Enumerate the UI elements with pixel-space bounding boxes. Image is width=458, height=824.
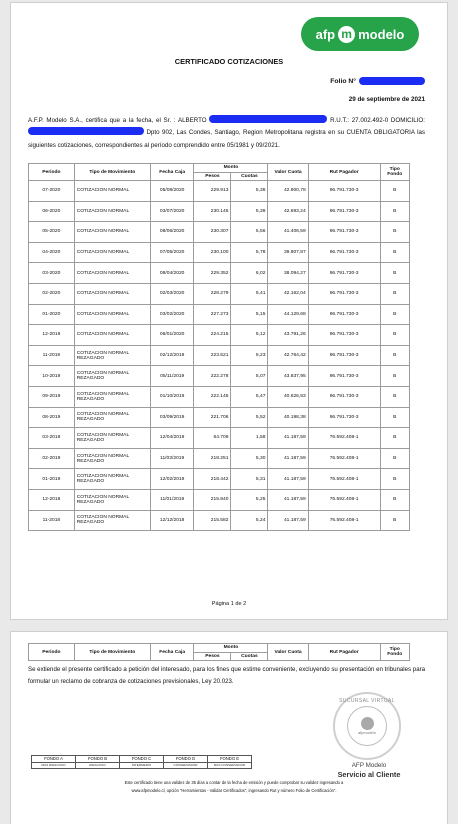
cell-fecha: 08/04/2020 [150,263,194,284]
cell-pesos: 218.251 [194,448,231,469]
header-fecha: Fecha Caja [150,644,194,661]
fund-name: FONDO B [76,756,120,763]
header-rut: Rut Pagador [308,644,380,661]
cell-rut: 96.791.730-3 [308,366,380,387]
seal-arc-text: SUCURSAL VIRTUAL [339,698,395,704]
table-row [29,407,410,428]
cell-valor: 42.900,78 [268,181,308,202]
document-title: CERTIFICADO COTIZACIONES [174,57,284,66]
cell-rut: 96.791.730-3 [308,222,380,243]
table-row [29,428,410,449]
table-row [29,489,410,510]
cell-fondo: B [380,263,409,284]
header-pesos: Pesos [194,652,231,661]
cell-fondo: B [380,366,409,387]
cell-cuotas: 6,02 [231,263,268,284]
cell-valor: 43.791,26 [268,325,308,346]
cell-cuotas: 5,47 [231,386,268,407]
table-row [29,448,410,469]
cell-fondo: B [380,283,409,304]
cell-periodo: 02-2020 [29,283,75,304]
cell-rut: 76.592.408-1 [308,510,380,531]
cell-fondo: B [380,469,409,490]
header-rut: Rut Pagador [308,164,380,181]
cell-rut: 76.592.408-1 [308,448,380,469]
cell-periodo: 07-2020 [29,181,75,202]
certification-text: A.F.P. Modelo S.A., certifica que a la fecha, el Sr. : ALBERTO R.U.T.: 27.002.492-0 DOMICILIO: Dpto 902, Las Condes, Santiago, Region Metropolitana registra en su CUENTA OBLIGATORIA las siguientes cotizaciones, correspondientes al período comprendido entre 05/1981 y 09/2021. [28,117,425,149]
cell-cuotas: 5,39 [231,201,268,222]
cell-fondo: B [380,181,409,202]
cell-periodo: 02-2019 [29,448,75,469]
header-periodo: Periodo [29,644,75,661]
header-valor: Valor Cuota [268,164,308,181]
redaction-name [209,115,327,123]
cell-periodo: 03-2019 [29,428,75,449]
table-row [29,181,410,202]
fund-desc: INTERMEDIO [120,762,164,769]
cell-cuotas: 5,23 [231,345,268,366]
cell-fondo: B [380,428,409,449]
header-fondo: Tipo Fondo [380,644,409,661]
header-cuotas: Cuotas [231,652,268,661]
cell-fondo: B [380,345,409,366]
cell-rut: 96.791.730-3 [308,386,380,407]
validity-note: Este certificado tiene una validez de 35 días a contar de la fecha de emisión y puede comprobar su validez ingresando a www.afpmodelo.cl, opción "Herramientas - Validar Certificados", ingresando Rut y número Folio de Certificación". [124,780,344,793]
cell-fondo: B [380,510,409,531]
cell-pesos: 228.279 [194,283,231,304]
cell-fondo: B [380,448,409,469]
cell-cuotas: 5,12 [231,325,268,346]
cell-tipo: COTIZACION NORMAL REZAGADO [74,469,150,490]
cell-pesos: 223.521 [194,345,231,366]
cell-periodo: 01-2020 [29,304,75,325]
cell-cuotas: 5,24 [231,510,268,531]
cell-periodo: 06-2020 [29,201,75,222]
cell-valor: 42.764,42 [268,345,308,366]
fund-desc: CONSERVADOR [164,762,208,769]
fund-legend-table [31,755,252,769]
cell-fecha: 06/01/2020 [150,325,194,346]
page-number: Página 1 de 2 [211,601,247,607]
table-row [29,242,410,263]
cell-valor: 41.187,59 [268,448,308,469]
cell-rut: 96.791.730-3 [308,263,380,284]
table-row [29,325,410,346]
cell-tipo: COTIZACION NORMAL [74,242,150,263]
cell-tipo: COTIZACION NORMAL [74,283,150,304]
header-fondo: Tipo Fondo [380,164,409,181]
folio-number: Folio N° [330,77,425,85]
cell-periodo: 08-2019 [29,407,75,428]
cell-pesos: 230.100 [194,242,231,263]
cell-cuotas: 5,30 [231,448,268,469]
cell-fondo: B [380,325,409,346]
table-row [29,469,410,490]
cell-periodo: 11-2019 [29,345,75,366]
cell-periodo: 09-2019 [29,386,75,407]
cell-fondo: B [380,201,409,222]
fund-name: FONDO E [208,756,252,763]
cell-valor: 41.187,59 [268,469,308,490]
fund-name: FONDO C [120,756,164,763]
cell-rut: 96.791.730-3 [308,181,380,202]
cell-fecha: 02/03/2020 [150,283,194,304]
contributions-table-header-repeat [28,643,410,661]
cell-tipo: COTIZACION NORMAL [74,304,150,325]
cell-rut: 96.791.730-3 [308,201,380,222]
table-row [29,222,410,243]
cell-valor: 44.129,68 [268,304,308,325]
cell-tipo: COTIZACION NORMAL REZAGADO [74,448,150,469]
cell-tipo: COTIZACION NORMAL REZAGADO [74,489,150,510]
fund-name: FONDO A [32,756,76,763]
cell-cuotas: 5,36 [231,181,268,202]
cell-periodo: 05-2020 [29,222,75,243]
header-tipo: Tipo de Movimiento [74,164,150,181]
cell-fondo: B [380,242,409,263]
cell-pesos: 229.913 [194,181,231,202]
cell-periodo: 10-2019 [29,366,75,387]
cell-tipo: COTIZACION NORMAL [74,201,150,222]
cell-valor: 38.094,27 [268,263,308,284]
issue-date: 29 de septiembre de 2021 [348,96,425,103]
cell-pesos: 222.278 [194,366,231,387]
logo-mark-icon: m [338,26,355,43]
cell-fecha: 12/12/2018 [150,510,194,531]
cell-pesos: 221.706 [194,407,231,428]
cell-fecha: 05/11/2019 [150,366,194,387]
cell-tipo: COTIZACION NORMAL [74,181,150,202]
table-row [29,304,410,325]
cell-cuotas: 5,31 [231,469,268,490]
cell-fondo: B [380,222,409,243]
cell-fondo: B [380,489,409,510]
cell-rut: 96.791.730-3 [308,345,380,366]
cell-pesos: 227.273 [194,304,231,325]
cell-fecha: 12/04/2019 [150,428,194,449]
seal-logo-icon [361,717,374,730]
cell-rut: 96.791.730-3 [308,304,380,325]
cell-valor: 42.162,04 [268,283,308,304]
cell-pesos: 229.352 [194,263,231,284]
cell-pesos: 215.582 [194,510,231,531]
cell-pesos: 64.709 [194,428,231,449]
cell-valor: 42.693,24 [268,201,308,222]
cell-rut: 76.592.408-1 [308,428,380,449]
cell-periodo: 11-2018 [29,510,75,531]
cell-tipo: COTIZACION NORMAL [74,263,150,284]
cell-valor: 40.626,93 [268,386,308,407]
table-row [29,345,410,366]
cell-tipo: COTIZACION NORMAL [74,325,150,346]
cell-fecha: 03/02/2020 [150,304,194,325]
cell-periodo: 12-2018 [29,489,75,510]
cell-fecha: 01/10/2019 [150,386,194,407]
cell-rut: 96.791.730-3 [308,283,380,304]
cell-pesos: 230.145 [194,201,231,222]
cell-periodo: 03-2020 [29,263,75,284]
header-fecha: Fecha Caja [150,164,194,181]
page-1 [10,2,448,620]
cell-tipo: COTIZACION NORMAL REZAGADO [74,407,150,428]
cell-pesos: 215.840 [194,489,231,510]
header-tipo: Tipo de Movimiento [74,644,150,661]
cell-fecha: 12/02/2019 [150,469,194,490]
cell-cuotas: 5,56 [231,222,268,243]
cell-fondo: B [380,407,409,428]
cell-periodo: 04-2020 [29,242,75,263]
cell-tipo: COTIZACION NORMAL REZAGADO [74,510,150,531]
redaction-address [28,127,144,135]
fund-desc: RIESGOSO [76,762,120,769]
table-row [29,366,410,387]
cell-valor: 43.837,95 [268,366,308,387]
cell-tipo: COTIZACION NORMAL REZAGADO [74,366,150,387]
cell-rut: 96.791.730-3 [308,325,380,346]
cell-fecha: 03/09/2019 [150,407,194,428]
cell-fecha: 07/05/2020 [150,242,194,263]
cell-rut: 96.791.730-3 [308,242,380,263]
table-row [29,510,410,531]
cell-fecha: 05/08/2020 [150,181,194,202]
cell-cuotas: 1,58 [231,428,268,449]
cell-pesos: 218.442 [194,469,231,490]
cell-pesos: 222.145 [194,386,231,407]
cell-cuotas: 5,07 [231,366,268,387]
header-monto: Monto [194,164,268,173]
cell-cuotas: 5,41 [231,283,268,304]
cell-rut: 76.592.408-1 [308,469,380,490]
closing-statement: Se extiende el presente certificado a petición del interesado, para los fines que estime conveniente, excluyendo su presentación en tribunales para formular un reclamo de cobranza de cotizaciones previsionales, Ley 20.023. [28,666,425,685]
cell-tipo: COTIZACION NORMAL REZAGADO [74,345,150,366]
cell-fondo: B [380,304,409,325]
fund-desc: MAS RIESGOSO [32,762,76,769]
cell-fecha: 11/01/2019 [150,489,194,510]
cell-cuotas: 5,52 [231,407,268,428]
table-row [29,386,410,407]
cell-tipo: COTIZACION NORMAL REZAGADO [74,428,150,449]
service-company: AFP Modelo [351,762,387,769]
cell-cuotas: 5,78 [231,242,268,263]
header-periodo: Periodo [29,164,75,181]
cell-fecha: 02/12/2019 [150,345,194,366]
table-row [29,201,410,222]
cell-valor: 41.187,59 [268,510,308,531]
cell-rut: 76.592.408-1 [308,489,380,510]
cell-pesos: 230.307 [194,222,231,243]
service-department: Servicio al Cliente [337,770,401,779]
cell-tipo: COTIZACION NORMAL [74,222,150,243]
cell-fecha: 08/06/2020 [150,222,194,243]
header-valor: Valor Cuota [268,644,308,661]
table-row [29,263,410,284]
cell-cuotas: 5,15 [231,304,268,325]
cell-cuotas: 5,25 [231,489,268,510]
header-pesos: Pesos [194,172,231,181]
cell-periodo: 01-2019 [29,469,75,490]
page-2 [10,631,448,824]
cell-pesos: 224.215 [194,325,231,346]
cell-valor: 39.807,87 [268,242,308,263]
header-monto: Monto [194,644,268,653]
cell-valor: 41.187,59 [268,489,308,510]
cell-fondo: B [380,386,409,407]
virtual-branch-seal: SUCURSAL VIRTUAL afpmodelo [333,692,401,760]
fund-desc: MAS CONSERVADOR [208,762,252,769]
cell-rut: 96.791.730-3 [308,407,380,428]
header-cuotas: Cuotas [231,172,268,181]
afp-modelo-logo: afp m modelo [301,17,419,51]
cell-valor: 40.198,38 [268,407,308,428]
cell-fecha: 11/03/2019 [150,448,194,469]
fund-name: FONDO D [164,756,208,763]
contributions-table [28,163,410,531]
cell-valor: 41.406,59 [268,222,308,243]
table-body [29,181,410,531]
cell-tipo: COTIZACION NORMAL REZAGADO [74,386,150,407]
cell-valor: 41.187,59 [268,428,308,449]
cell-periodo: 12-2019 [29,325,75,346]
table-row [29,283,410,304]
redaction-folio [359,77,425,85]
cell-fecha: 03/07/2020 [150,201,194,222]
